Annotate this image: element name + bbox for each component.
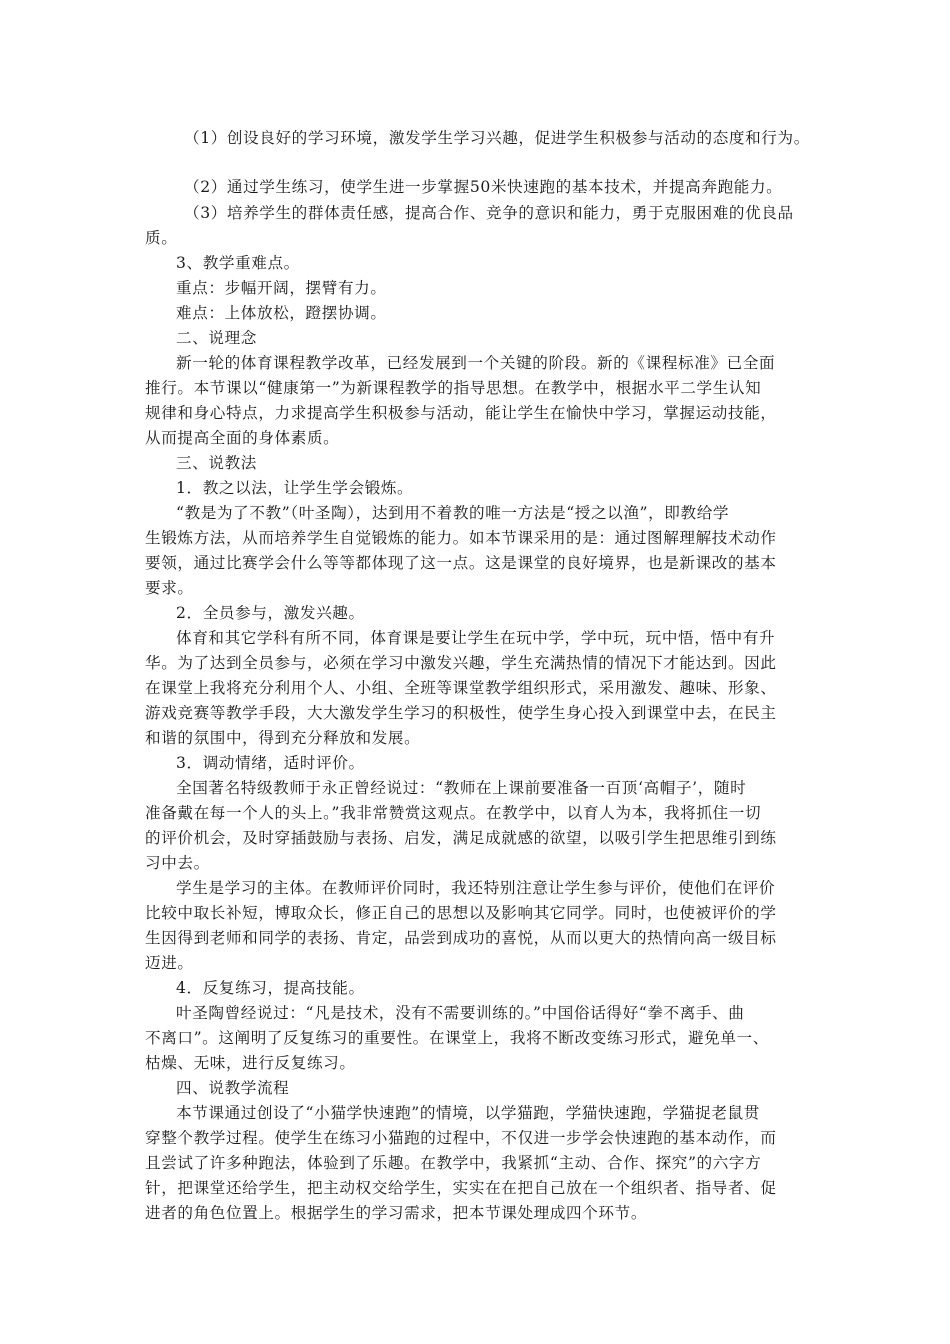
paragraph-line: 要求。 xyxy=(145,579,194,597)
paragraph-line: 游戏竞赛等教学手段，大大激发学生学习的积极性，使学生身心投入到课堂中去，在民主 xyxy=(145,704,777,722)
paragraph-line: 叶圣陶曾经说过：“凡是技术，没有不需要训练的。”中国俗话得好“拳不离手、曲 xyxy=(176,1004,745,1022)
section-heading-philosophy: 二、说理念 xyxy=(176,329,257,347)
section-heading-process: 四、说教学流程 xyxy=(176,1079,290,1097)
section-heading-methods: 三、说教法 xyxy=(176,454,257,472)
objective-1: （1）创设良好的学习环境，激发学生学习兴趣，促进学生积极参与活动的态度和行为。 xyxy=(184,129,810,147)
paragraph-line: 进者的角色位置上。根据学生的学习需求，把本节课处理成四个环节。 xyxy=(145,1204,648,1222)
key-point-focus: 重点：步幅开阔，摆臂有力。 xyxy=(176,279,387,297)
paragraph-line: 习中去。 xyxy=(145,854,210,872)
method-1-title: 1．教之以法，让学生学会锻炼。 xyxy=(176,479,414,497)
method-4-title: 4．反复练习，提高技能。 xyxy=(176,979,365,997)
paragraph-line: 迈进。 xyxy=(145,954,194,972)
paragraph-line: 从而提高全面的身体素质。 xyxy=(145,429,340,447)
paragraph-line: 的评价机会，及时穿插鼓励与表扬、启发，满足成就感的欲望，以吸引学生把思维引到练 xyxy=(145,829,777,847)
objective-3-line-2: 质。 xyxy=(145,229,178,247)
key-points-heading: 3、教学重难点。 xyxy=(176,254,300,272)
paragraph-line: 要领，通过比赛学会什么等等都体现了这一点。这是课堂的良好境界，也是新课改的基本 xyxy=(145,554,777,572)
paragraph-line: 准备戴在每一个人的头上。”我非常赞赏这观点。在教学中，以育人为本，我将抓住一切 xyxy=(145,804,762,822)
key-point-difficulty: 难点：上体放松，蹬摆协调。 xyxy=(176,304,387,322)
paragraph-line: 穿整个教学过程。使学生在练习小猫跑的过程中，不仅进一步学会快速跑的基本动作，而 xyxy=(145,1129,777,1147)
method-3-title: 3．调动情绪，适时评价。 xyxy=(176,754,365,772)
paragraph-line: 规律和身心特点，力求提高学生积极参与活动，能让学生在愉快中学习，掌握运动技能， xyxy=(145,404,777,422)
paragraph-line: 生因得到老师和同学的表扬、肯定，品尝到成功的喜悦，从而以更大的热情向高一级目标 xyxy=(145,929,777,947)
paragraph-line: 体育和其它学科有所不同，体育课是要让学生在玩中学，学中玩，玩中悟，悟中有升 xyxy=(176,629,776,647)
paragraph-line: 新一轮的体育课程教学改革，已经发展到一个关键的阶段。新的《课程标准》已全面 xyxy=(176,354,776,372)
paragraph-line: 生锻炼方法，从而培养学生自觉锻炼的能力。如本节课采用的是：通过图解理解技术动作 xyxy=(145,529,777,547)
paragraph-line: 针，把课堂还给学生，把主动权交给学生，实实在在把自己放在一个组织者、指导者、促 xyxy=(145,1179,777,1197)
paragraph-line: 学生是学习的主体。在教师评价同时，我还特别注意让学生参与评价，使他们在评价 xyxy=(176,879,776,897)
method-2-title: 2．全员参与，激发兴趣。 xyxy=(176,604,365,622)
paragraph-line: 华。为了达到全员参与，必须在学习中激发兴趣，学生充满热情的情况下才能达到。因此 xyxy=(145,654,777,672)
paragraph-line: 比较中取长补短，博取众长，修正自己的思想以及影响其它同学。同时，也使被评价的学 xyxy=(145,904,777,922)
paragraph-line: 不离口”。这阐明了反复练习的重要性。在课堂上，我将不断改变练习形式，避免单一、 xyxy=(145,1029,769,1047)
paragraph-line: “教是为了不教”（叶圣陶），达到用不着教的唯一方法是“授之以渔”，即教给学 xyxy=(176,504,730,522)
paragraph-line: 且尝试了许多种跑法，体验到了乐趣。在教学中，我紧抓“主动、合作、探究”的六字方 xyxy=(145,1154,762,1172)
paragraph-line: 全国著名特级教师于永正曾经说过：“教师在上课前要准备一百顶‘高帽子’，随时 xyxy=(176,779,747,797)
paragraph-line: 在课堂上我将充分利用个人、小组、全班等课堂教学组织形式，采用激发、趣味、形象、 xyxy=(145,679,777,697)
objective-3-line-1: （3）培养学生的群体责任感，提高合作、竞争的意识和能力，勇于克服困难的优良品 xyxy=(184,204,794,222)
paragraph-line: 枯燥、无味，进行反复练习。 xyxy=(145,1054,356,1072)
paragraph-line: 本节课通过创设了“小猫学快速跑”的情境，以学猫跑，学猫快速跑，学猫捉老鼠贯 xyxy=(176,1104,760,1122)
paragraph-line: 和谐的氛围中，得到充分释放和发展。 xyxy=(145,729,421,747)
objective-2: （2）通过学生练习，使学生进一步掌握50米快速跑的基本技术，并提高奔跑能力。 xyxy=(184,178,783,196)
paragraph-line: 推行。本节课以“健康第一”为新课程教学的指导思想。在教学中，根据水平二学生认知 xyxy=(145,379,762,397)
